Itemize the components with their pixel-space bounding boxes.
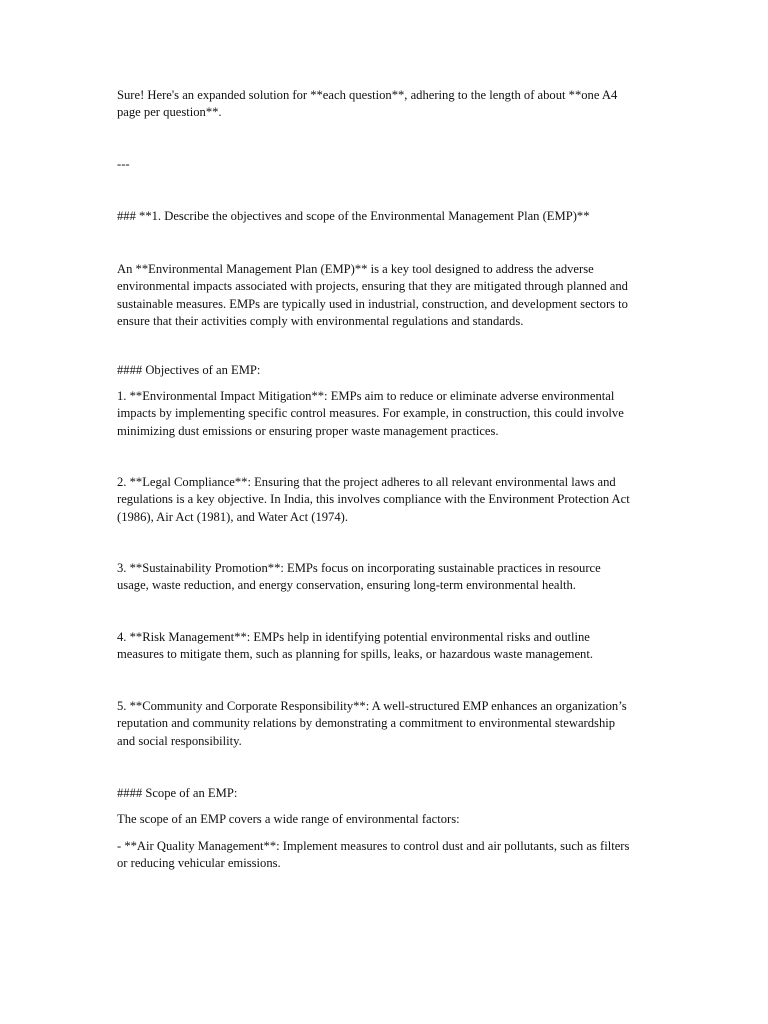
question-1-heading: ### **1. Describe the objectives and scope of the Environmental Management Plan (EMP)** <box>117 209 590 223</box>
objective-item: 2. **Legal Compliance**: Ensuring that the project adheres to all relevant environmental laws and regulations is a key objective. In India, this involves compliance with the Environment Protection Act (1986), Air Act (1981), and Water Act (1974). <box>117 475 630 524</box>
objective-item: 4. **Risk Management**: EMPs help in identifying potential environmental risks and outline measures to mitigate them, such as planning for spills, leaks, or hazardous waste management. <box>117 630 593 662</box>
scope-heading: #### Scope of an EMP: <box>117 786 238 800</box>
separator-line: --- <box>117 157 130 171</box>
intro-paragraph: Sure! Here's an expanded solution for **each question**, adhering to the length of about **one A4 page per question**. <box>117 88 618 120</box>
objectives-heading: #### Objectives of an EMP: <box>117 363 261 377</box>
scope-item: - **Air Quality Management**: Implement measures to control dust and air pollutants, such as filters or reducing vehicular emissions. <box>117 839 630 871</box>
emp-definition-paragraph: An **Environmental Management Plan (EMP)** is a key tool designed to address the adverse environmental impacts associated with projects, ensuring that they are mitigated through planned and sustainable measures. EMPs are typically used in industrial, construction, and development sectors to ensure that their activities comply with environmental regulations and standards. <box>117 262 628 329</box>
objective-item: 1. **Environmental Impact Mitigation**: EMPs aim to reduce or eliminate adverse environmental impacts by implementing specific control measures. For example, in construction, this could involve minimizing dust emissions or ensuring proper waste management practices. <box>117 389 624 438</box>
scope-intro: The scope of an EMP covers a wide range of environmental factors: <box>117 812 460 826</box>
objective-item: 3. **Sustainability Promotion**: EMPs focus on incorporating sustainable practices in resource usage, waste reduction, and energy conservation, ensuring long-term environmental health. <box>117 561 601 593</box>
objective-item: 5. **Community and Corporate Responsibility**: A well-structured EMP enhances an organization’s reputation and community relations by demonstrating a commitment to environmental stewardship and social responsibility. <box>117 699 627 748</box>
